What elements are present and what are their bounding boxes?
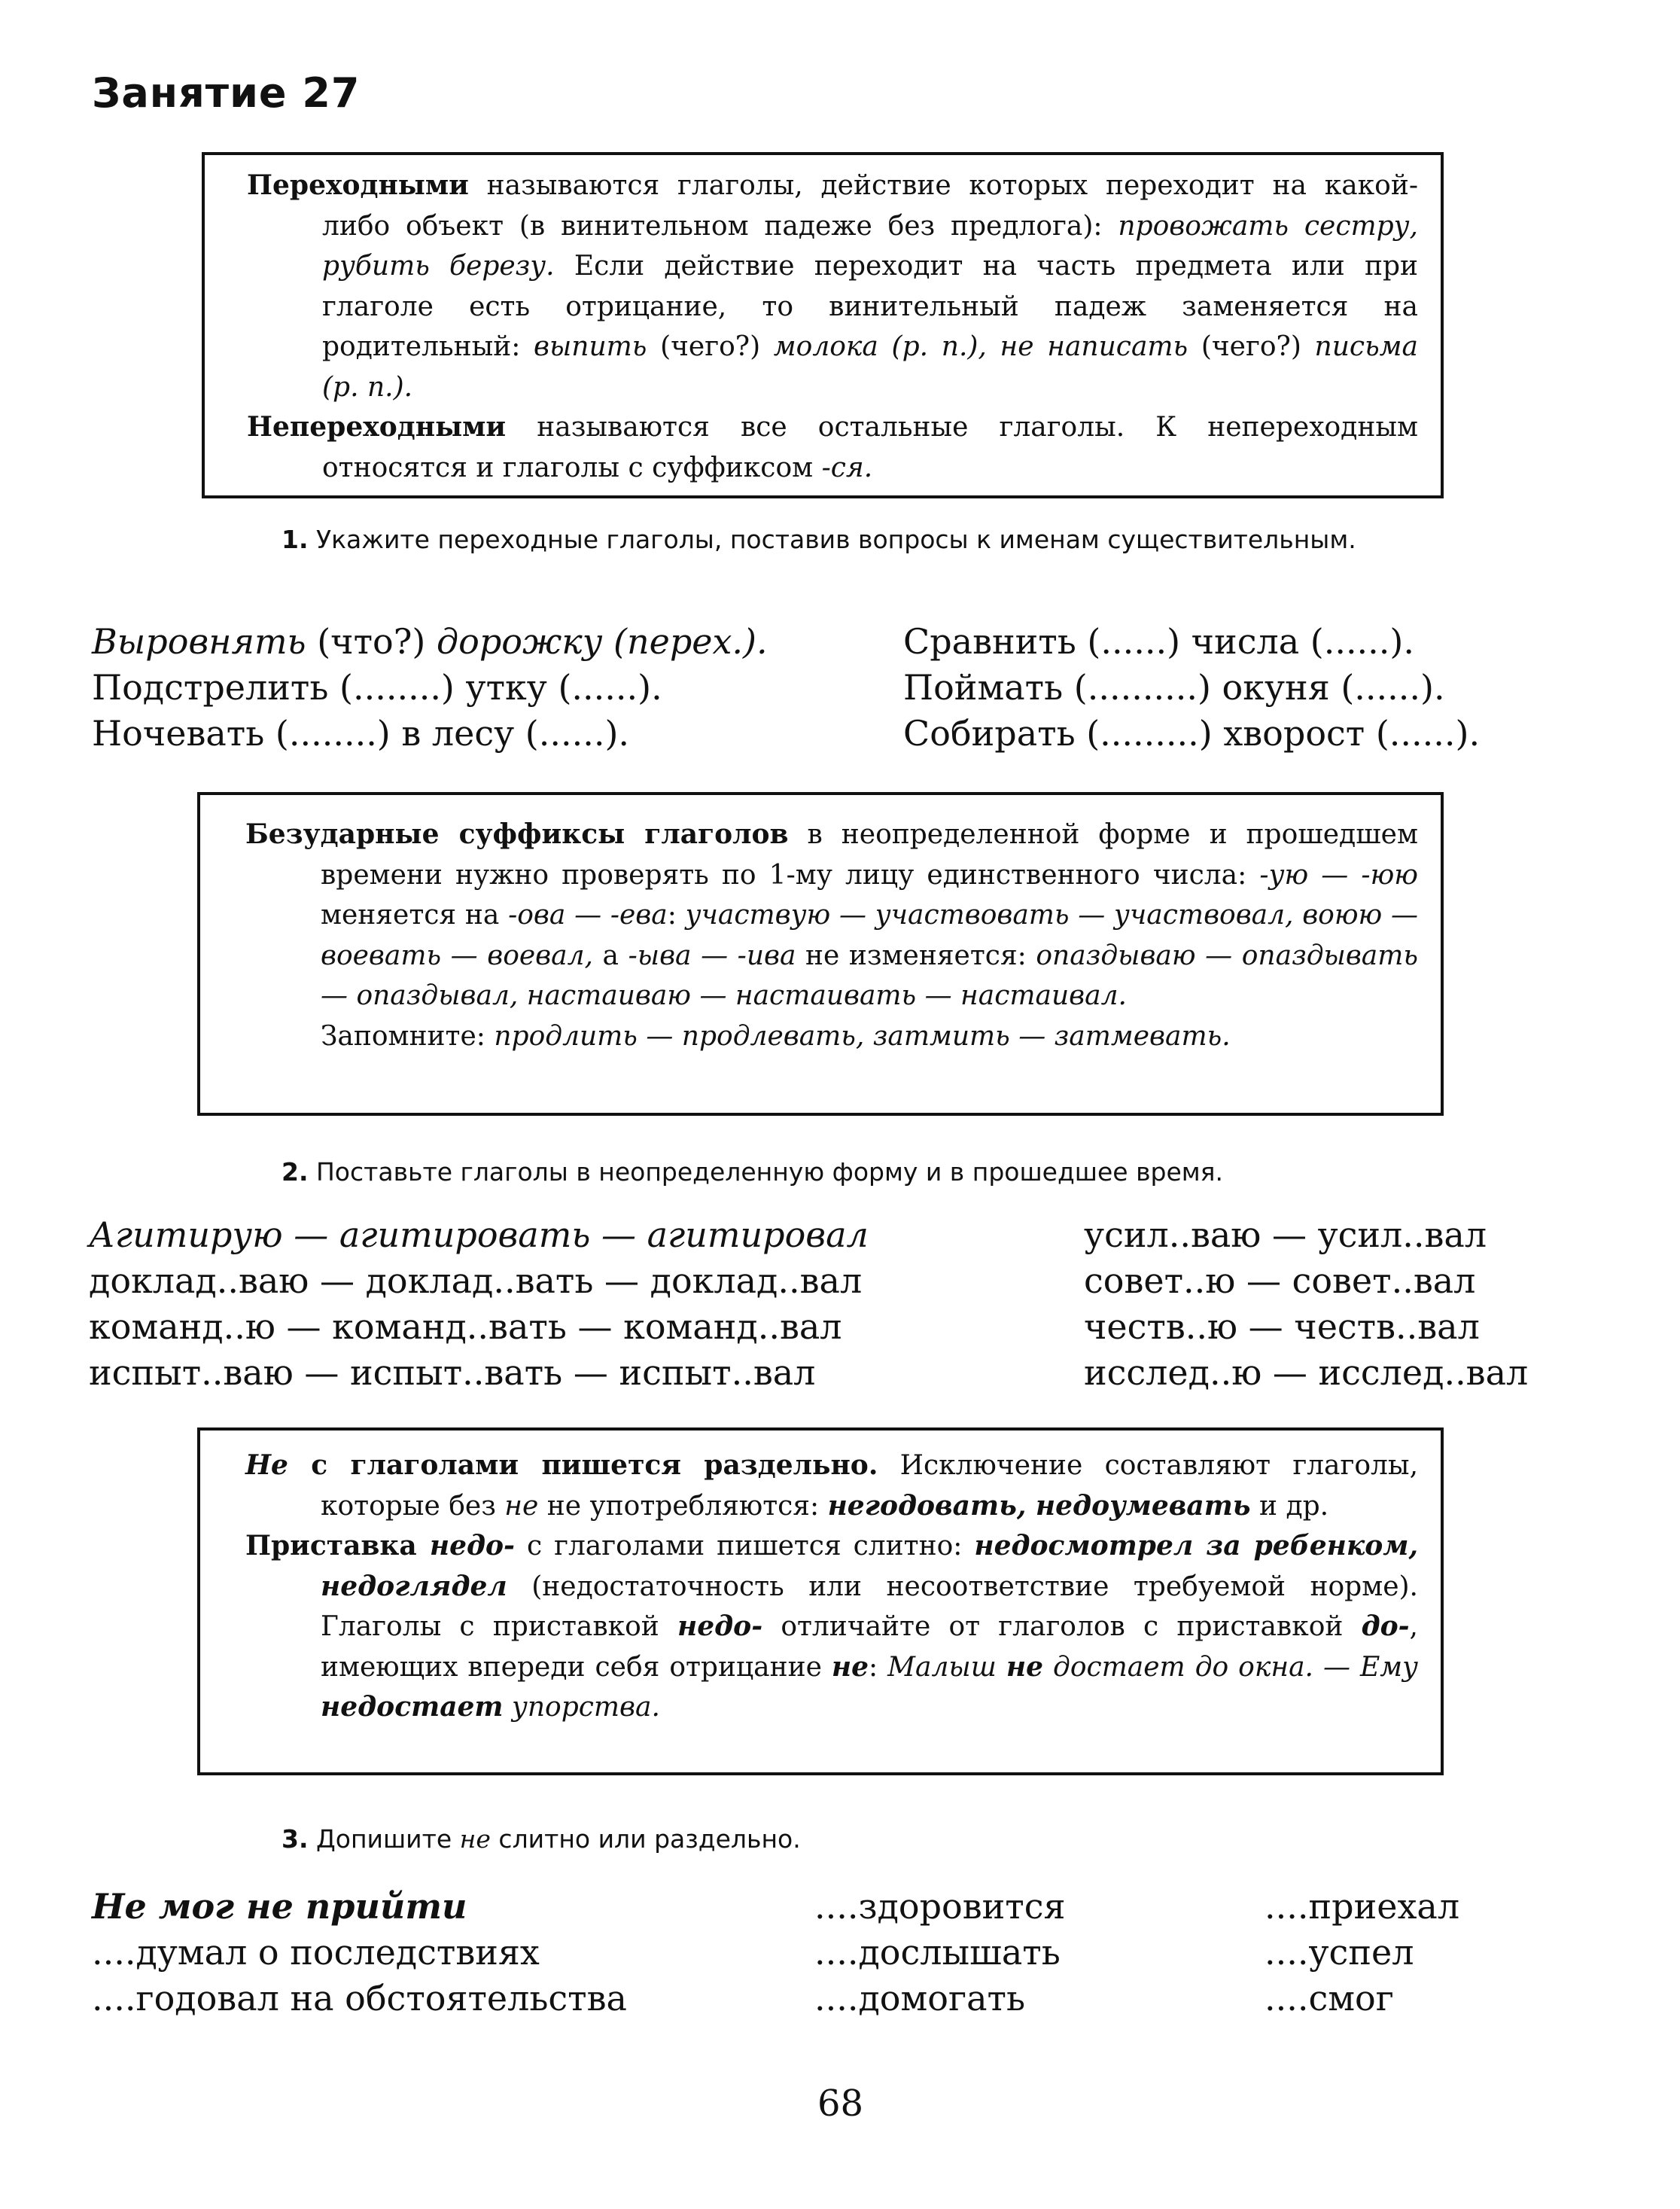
task-3-line: ....домогать bbox=[814, 1978, 1025, 2019]
task-2-line: испыт..ваю — испыт..вать — испыт..вал bbox=[89, 1352, 816, 1393]
task-3-column-1 bbox=[92, 1884, 627, 2022]
lesson-title: Занятие 27 bbox=[92, 69, 361, 117]
task-3-line: ....здоровится bbox=[814, 1886, 1066, 1927]
rule-box-suffixes bbox=[197, 792, 1444, 1116]
rule-transitive-paragraph: Переходными называются глаголы, действие которых переходит на какой-либо объект (в винительном падеже без предлога): провожать сестру, рубить березу. Если действие переходит на часть предмета или при глаголе есть отрицание, то винительный падеж заменяется на родительный: выпить (чего?) молока (р. п.), не написать (чего?) письма (р. п.). bbox=[247, 169, 1418, 403]
task-1-right-column bbox=[903, 619, 1480, 757]
task-1-instruction: 1. Укажите переходные глаголы, поставив вопросы к именам существительным. bbox=[282, 525, 1356, 554]
task-1-line: Сравнить (......) числа (......). bbox=[903, 621, 1414, 662]
rule-remember-line: Запомните: продлить — продлевать, затмить — затмевать. bbox=[321, 1020, 1231, 1052]
task-2-line: усил..ваю — усил..вал bbox=[1084, 1214, 1487, 1255]
task-2-right-column bbox=[1084, 1212, 1528, 1396]
task-2-line: совет..ю — совет..вал bbox=[1084, 1260, 1476, 1301]
task-3-line: ....смог bbox=[1265, 1978, 1394, 2019]
task-3-column-3 bbox=[1265, 1884, 1459, 2022]
rule-nedo-paragraph: Приставка недо- с глаголами пишется слитно: недосмотрел за ребенком, недоглядел (недостаточность или несоответствие требуемой норме). Глаголы с приставкой недо- отличайте от глаголов с приставкой до-, имеющих впереди себя отрицание не: Малыш не достает до окна. — Ему недостает упорства. bbox=[245, 1530, 1418, 1723]
task-2-instruction: 2. Поставьте глаголы в неопределенную форму и в прошедшее время. bbox=[282, 1157, 1224, 1187]
rule-box-ne-with-verbs bbox=[197, 1427, 1444, 1775]
task-1-line: Подстрелить (........) утку (......). bbox=[92, 667, 662, 708]
task-2-left-column bbox=[89, 1212, 869, 1396]
task-1-left-column bbox=[92, 619, 768, 757]
task-2-line: исслед..ю — исслед..вал bbox=[1084, 1352, 1529, 1393]
task-2-line: доклад..ваю — доклад..вать — доклад..вал bbox=[89, 1260, 863, 1301]
task-3-instruction: 3. Допишите не слитно или раздельно. bbox=[282, 1824, 801, 1854]
rule-suffixes-paragraph: Безударные суффиксы глаголов в неопределенной форме и прошедшем времени нужно проверять по 1-му лицу единственного числа: -ую — -юю меняется на -ова — -ева: участвую — участвовать — участвовал, воюю — воевать — воевал, а -ыва — -ива не изменяется: опаздываю — опаздывать — опаздывал, настаиваю — настаивать — настаивал. bbox=[245, 818, 1418, 1011]
task-3-column-2 bbox=[814, 1884, 1066, 2022]
task-1-line: Собирать (.........) хворост (......). bbox=[903, 713, 1481, 754]
task-3-line: ....годовал на обстоятельства bbox=[92, 1978, 627, 2019]
task-1-line: Поймать (..........) окуня (......). bbox=[903, 667, 1445, 708]
page-number: 68 bbox=[817, 2083, 864, 2125]
rule-intransitive-paragraph: Непереходными называются все остальные глаголы. К непереходным относятся и глаголы с суффиксом -ся. bbox=[247, 411, 1418, 483]
task-3-line: ....успел bbox=[1265, 1932, 1414, 1973]
task-1-example-line: Выровнять (что?) дорожку (перех.). bbox=[92, 621, 768, 662]
task-2-line: команд..ю — команд..вать — команд..вал bbox=[89, 1306, 842, 1347]
task-3-line: ....думал о последствиях bbox=[92, 1932, 540, 1973]
rule-ne-paragraph: Не с глаголами пишется раздельно. Исключение составляют глаголы, которые без не не употребляются: негодовать, недоумевать и др. bbox=[245, 1449, 1419, 1522]
rule-box-transitive bbox=[202, 152, 1444, 498]
task-3-example-line: Не мог не прийти bbox=[92, 1886, 467, 1927]
task-2-line: честв..ю — честв..вал bbox=[1084, 1306, 1480, 1347]
task-1-line: Ночевать (........) в лесу (......). bbox=[92, 713, 630, 754]
task-3-line: ....приехал bbox=[1265, 1886, 1460, 1927]
task-3-line: ....дослышать bbox=[814, 1932, 1061, 1973]
task-2-example-line: Агитирую — агитировать — агитировал bbox=[89, 1214, 869, 1255]
